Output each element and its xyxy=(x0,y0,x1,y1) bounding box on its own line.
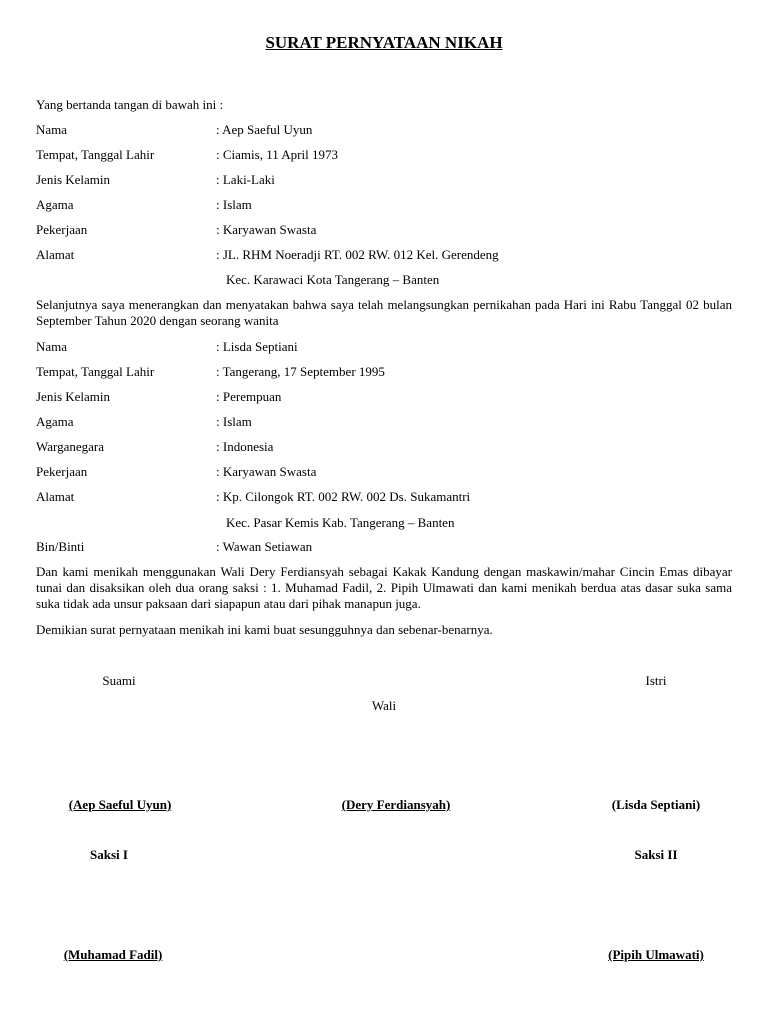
husband-address-value: : JL. RHM Noeradji RT. 002 RW. 012 Kel. Gerendeng xyxy=(216,247,499,262)
istri-signature-name: (Lisda Septiani) xyxy=(611,797,701,812)
wife-citizen-label: Warganegara xyxy=(36,439,105,454)
suami-label: Suami xyxy=(102,673,136,688)
saksi1-signature-name: (Muhamad Fadil) xyxy=(63,947,163,962)
husband-religion-label: Agama xyxy=(36,197,74,212)
wife-address-label: Alamat xyxy=(36,489,75,504)
wife-job-value: : Karyawan Swasta xyxy=(216,464,317,479)
husband-job-value: : Karyawan Swasta xyxy=(216,222,317,237)
saksi1-label: Saksi I xyxy=(90,847,128,862)
wife-citizen-value: : Indonesia xyxy=(216,439,274,454)
wife-birth-value: : Tangerang, 17 September 1995 xyxy=(216,364,385,379)
wife-gender-label: Jenis Kelamin xyxy=(36,389,111,404)
husband-name-value: : Aep Saeful Uyun xyxy=(216,122,313,137)
intro-text: Yang bertanda tangan di bawah ini : xyxy=(36,97,224,112)
husband-address-line2: Kec. Karawaci Kota Tangerang – Banten xyxy=(226,272,440,287)
wali-signature-name: (Dery Ferdiansyah) xyxy=(341,797,451,812)
closing-text: Demikian surat pernyataan menikah ini kami buat sesungguhnya dan sebenar-benarnya. xyxy=(36,622,493,637)
husband-religion-value: : Islam xyxy=(216,197,252,212)
saksi2-label: Saksi II xyxy=(634,847,678,862)
wali-paragraph: Dan kami menikah menggunakan Wali Dery Ferdiansyah sebagai Kakak Kandung dengan maskawin/mahar Cincin Emas dibayar tunai dan disaksikan oleh dua orang saksi : 1. Muhamad Fadil, 2. Pipih Ulmawati dan kami menikah berdua atas dasar suka sama suka tidak ada unsur paksaan dari siapapun atau dari pihak manapun juga. xyxy=(36,564,732,611)
wife-job-label: Pekerjaan xyxy=(36,464,88,479)
saksi2-signature-name: (Pipih Ulmawati) xyxy=(608,947,704,962)
wife-religion-value: : Islam xyxy=(216,414,252,429)
husband-gender-label: Jenis Kelamin xyxy=(36,172,111,187)
husband-birth-label: Tempat, Tanggal Lahir xyxy=(36,147,155,162)
wife-address-line2: Kec. Pasar Kemis Kab. Tangerang – Banten xyxy=(226,515,455,530)
statement-paragraph: Selanjutnya saya menerangkan dan menyatakan bahwa saya telah melangsungkan pernikahan pada Hari ini Rabu Tanggal 02 bulan September Tahun 2020 dengan seorang wanita xyxy=(36,297,732,328)
husband-name-label: Nama xyxy=(36,122,68,137)
wali-label: Wali xyxy=(371,698,397,713)
wife-address-value: : Kp. Cilongok RT. 002 RW. 002 Ds. Sukamantri xyxy=(216,489,471,504)
wife-binti-value: : Wawan Setiawan xyxy=(216,539,313,554)
husband-birth-value: : Ciamis, 11 April 1973 xyxy=(216,147,338,162)
husband-address-label: Alamat xyxy=(36,247,75,262)
istri-label: Istri xyxy=(645,673,667,688)
wife-birth-label: Tempat, Tanggal Lahir xyxy=(36,364,155,379)
wife-binti-label: Bin/Binti xyxy=(36,539,85,554)
husband-gender-value: : Laki-Laki xyxy=(216,172,275,187)
wife-name-label: Nama xyxy=(36,339,68,354)
wife-religion-label: Agama xyxy=(36,414,74,429)
document-title: SURAT PERNYATAAN NIKAH xyxy=(265,33,503,52)
wife-gender-value: : Perempuan xyxy=(216,389,282,404)
husband-job-label: Pekerjaan xyxy=(36,222,88,237)
suami-signature-name: (Aep Saeful Uyun) xyxy=(68,797,172,812)
wife-name-value: : Lisda Septiani xyxy=(216,339,298,354)
